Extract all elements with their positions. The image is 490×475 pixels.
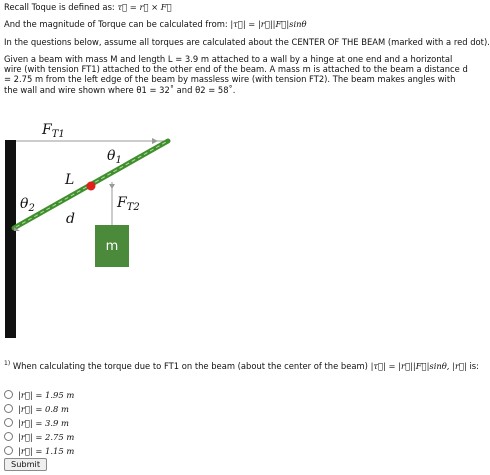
wall bbox=[5, 140, 16, 338]
question-suffix: is: bbox=[469, 360, 479, 371]
center-pivot-dot bbox=[87, 182, 96, 191]
option-1[interactable] bbox=[4, 388, 74, 401]
assumption-text: In the questions below, assume all torques are calculated about the CENTER OF THE BEAM (marked with a red dot). bbox=[4, 37, 490, 47]
wire-ft2-arrow bbox=[109, 184, 115, 189]
label-theta1: $\theta_1$ bbox=[107, 148, 122, 166]
option-2[interactable] bbox=[4, 402, 69, 415]
option-3-radio[interactable] bbox=[4, 418, 13, 427]
submit-button[interactable]: Submit bbox=[4, 458, 47, 471]
option-3-label: |r⃗| = 3.9 m bbox=[18, 417, 69, 428]
option-5-radio[interactable] bbox=[4, 446, 13, 455]
label-ft2: $F_{T2}$ bbox=[117, 195, 140, 213]
torque-magnitude bbox=[4, 19, 307, 29]
torque-magnitude-label: And the magnitude of Torque can be calculated from: bbox=[4, 19, 228, 29]
option-4-radio[interactable] bbox=[4, 432, 13, 441]
option-1-label: |r⃗| = 1.95 m bbox=[18, 389, 75, 400]
label-ft1: $F_{T1}$ bbox=[42, 122, 65, 140]
option-4-label: |r⃗| = 2.75 m bbox=[18, 431, 75, 442]
option-5[interactable] bbox=[4, 444, 74, 457]
option-3[interactable] bbox=[4, 416, 69, 429]
option-2-label: |r⃗| = 0.8 m bbox=[18, 403, 69, 414]
problem-text: Given a beam with mass M and length L = 3.9 m attached to a wall by a hinge at one end and a horizontal wire (with tension FT1) attached to the other end of the beam. A mass m is attached to the beam a distance d = 2.75 m from the left edge of the beam by massless wire (with tension FT2). The beam makes angles with the wall and wire shown where θ1 = 32˚ and θ2 = 58˚. bbox=[4, 54, 468, 95]
question-1 bbox=[4, 360, 479, 371]
beam-diagram bbox=[0, 110, 200, 350]
question-formula: |τ⃗| = |r⃗||F⃗|sinθ, |r⃗| bbox=[370, 360, 467, 371]
option-4[interactable] bbox=[4, 430, 74, 443]
question-text: When calculating the torque due to FT1 on the beam (about the center of the beam) bbox=[12, 360, 368, 371]
option-2-radio[interactable] bbox=[4, 404, 13, 413]
torque-definition-label: Recall Toque is defined as: bbox=[4, 2, 115, 12]
label-theta2: $\theta_2$ bbox=[20, 196, 35, 214]
torque-definition-formula: τ⃗ = r⃗ × F⃗ bbox=[117, 2, 172, 12]
label-L: L bbox=[65, 172, 75, 188]
torque-definition bbox=[4, 2, 172, 12]
mass-label: m bbox=[105, 239, 119, 254]
torque-magnitude-formula: |τ⃗| = |r⃗||F⃗|sinθ bbox=[230, 19, 307, 29]
question-number: 1) bbox=[4, 360, 11, 367]
option-1-radio[interactable] bbox=[4, 390, 13, 399]
option-5-label: |r⃗| = 1.15 m bbox=[18, 445, 75, 456]
label-d: d bbox=[66, 211, 75, 227]
wire-ft1-arrow bbox=[152, 138, 158, 144]
